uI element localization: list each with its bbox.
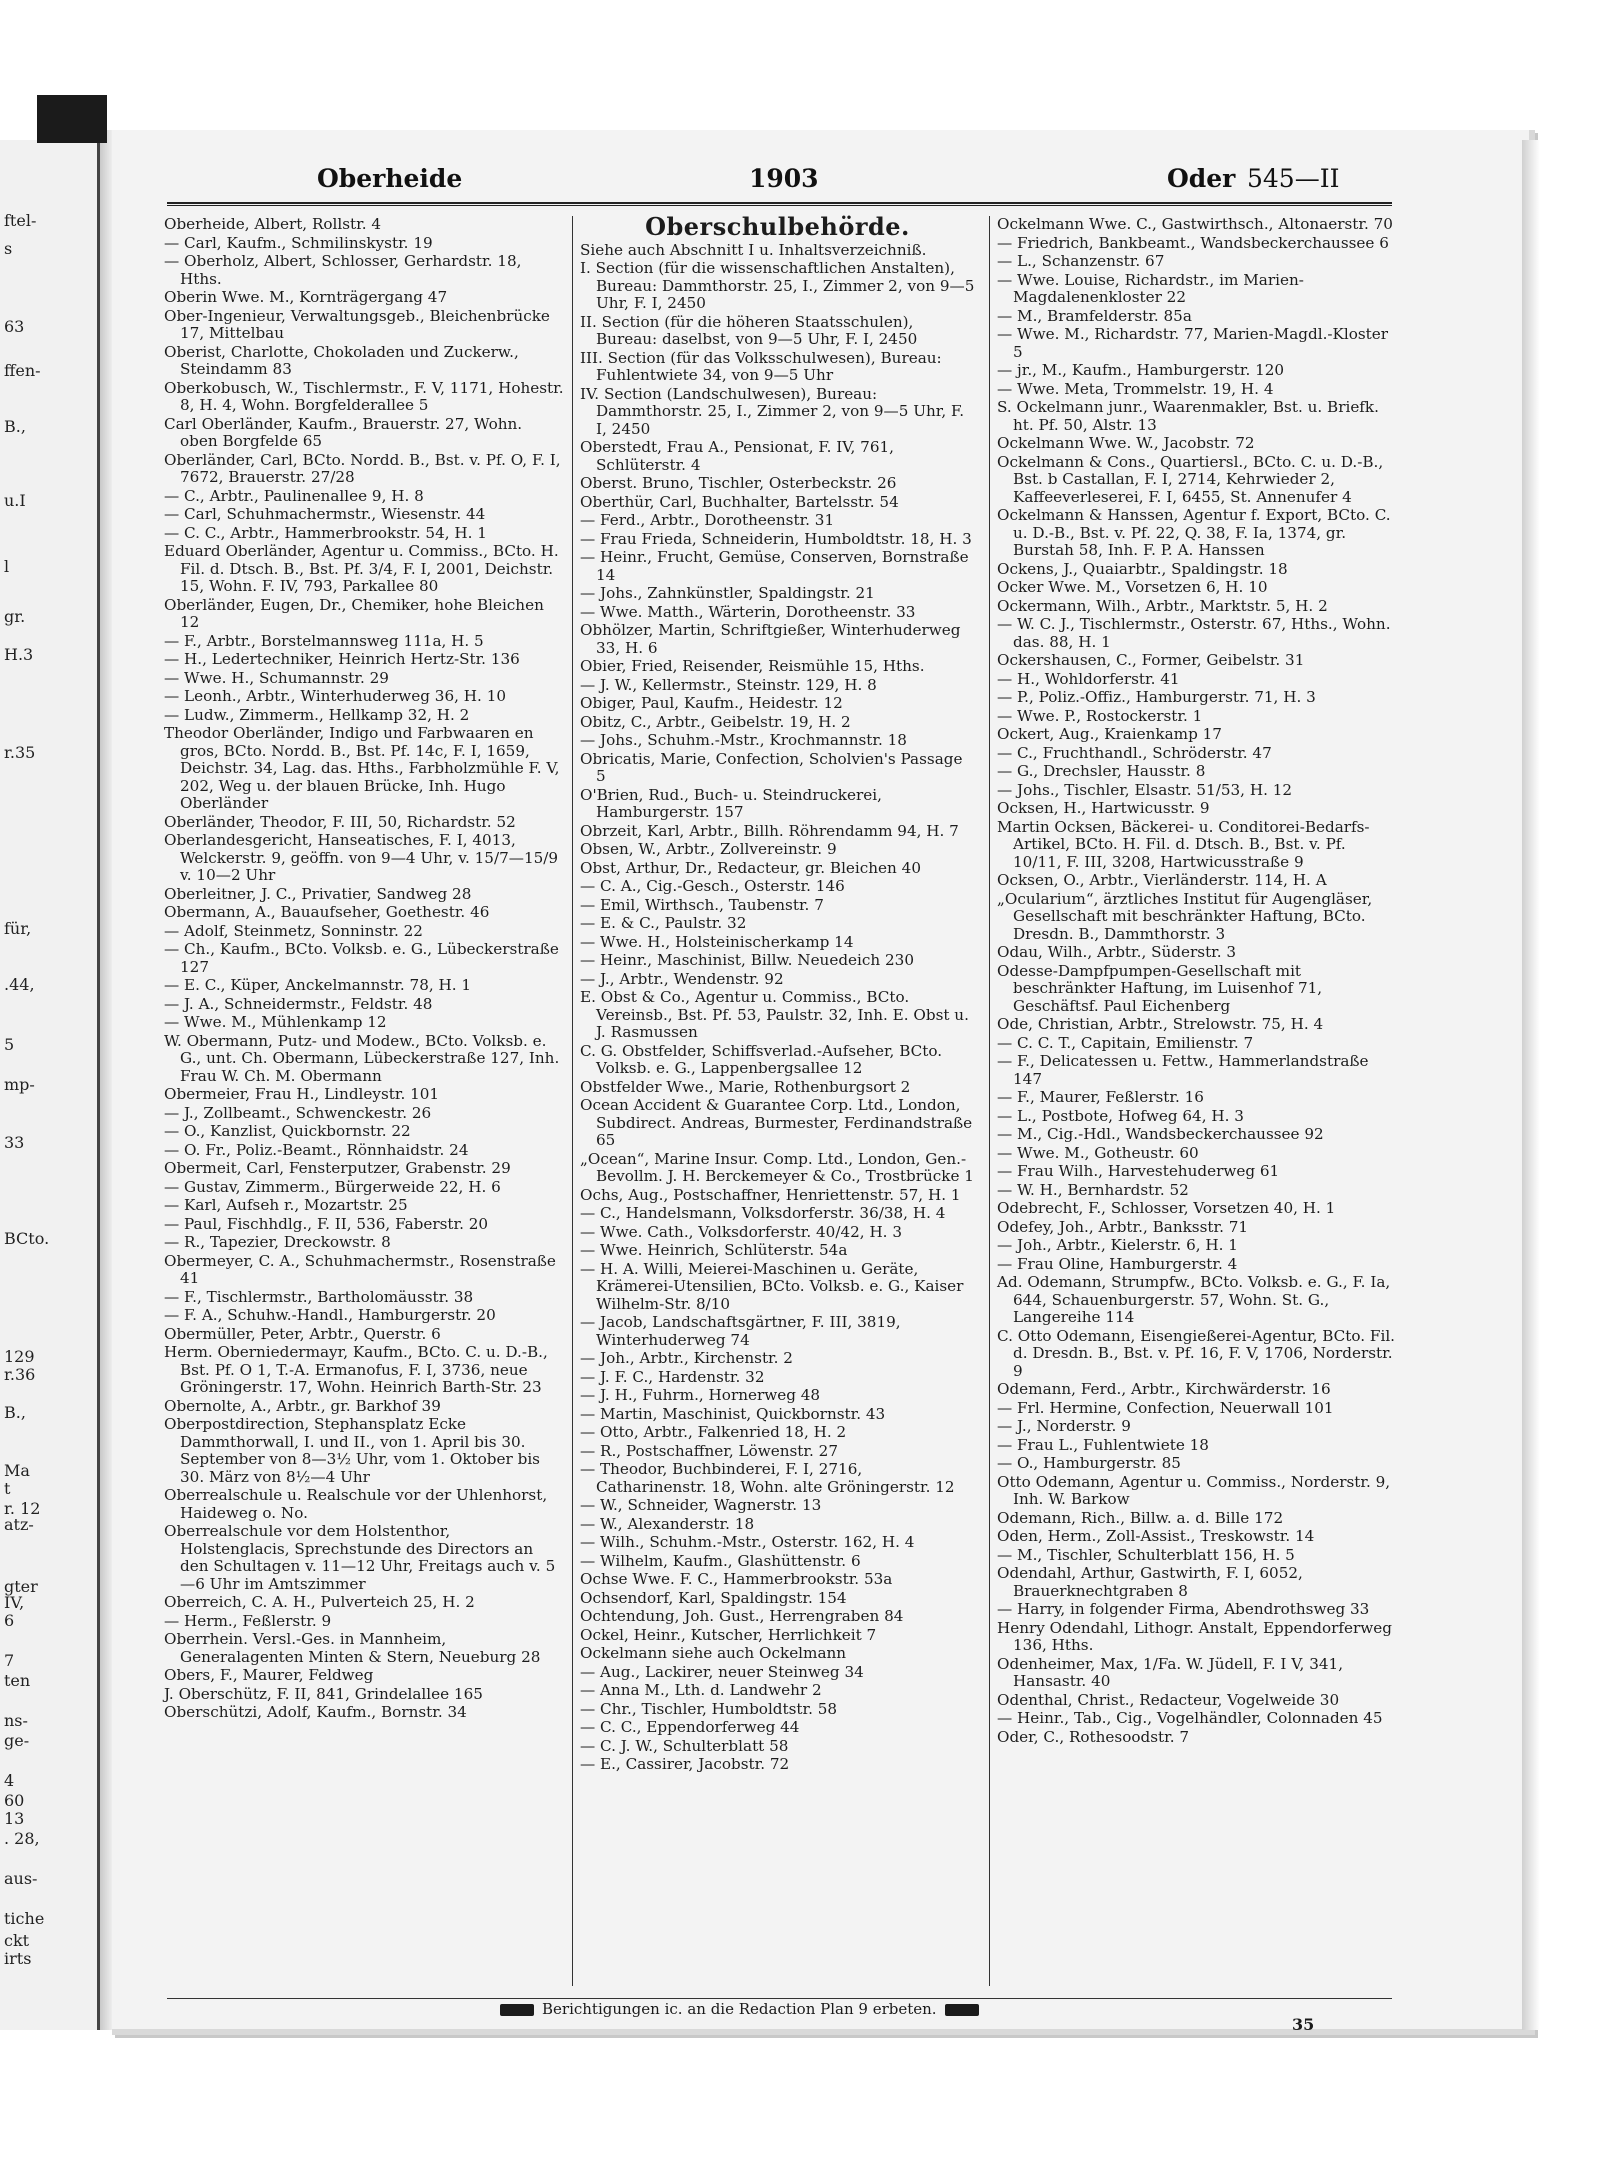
directory-entry: — W. C. J., Tischlermstr., Osterstr. 67, Hths., Wohn. das. 88, H. 1	[997, 615, 1391, 651]
directory-entry: Ad. Odemann, Strumpfw., BCto. Volksb. e. G., F. Ia, 644, Schauenburgerstr. 57, Wohn. St. G., Langereihe 114	[997, 1273, 1391, 1326]
directory-entry: Obst, Arthur, Dr., Redacteur, gr. Bleichen 40	[580, 858, 921, 877]
directory-entry: Oberlandesgericht, Hanseatisches, F. I, 4013, Welckerstr. 9, geöffn. von 9—4 Uhr, v. 15/7—15/9 v. 10—2 Uhr	[164, 831, 559, 884]
directory-entry: Ockelmann Wwe. W., Jacobstr. 72	[997, 434, 1255, 452]
directory-entry: — F., Delicatessen u. Fettw., Hammerlandstraße 147	[997, 1052, 1369, 1088]
directory-entry: — Wwe. Louise, Richardstr., im Marien-Magdalenenkloster 22	[997, 270, 1304, 306]
previous-page-fragment: r.35	[4, 743, 36, 762]
directory-entry: Ockelmann & Hanssen, Agentur f. Export, BCto. C. u. D.-B., Bst. v. Pf. 22, Q. 38, F. Ia, 1374, gr. Burstah 58, Inh. F. P. A. Hanssen	[997, 506, 1391, 559]
directory-entry: — Friedrich, Bankbeamt., Wandsbeckerchaussee 6	[997, 233, 1389, 252]
directory-entry: — Oberholz, Albert, Schlosser, Gerhardstr. 18, Hths.	[164, 252, 522, 288]
directory-entry: Ocksen, H., Hartwicusstr. 9	[997, 799, 1210, 817]
directory-entry: — F., Tischlermstr., Bartholomäusstr. 38	[164, 1287, 474, 1306]
directory-entry: I. Section (für die wissenschaftlichen Anstalten), Bureau: Dammthorstr. 25, I., Zimmer 2, von 9—5 Uhr, F. I, 2450	[580, 259, 975, 312]
directory-entry: Obers, F., Maurer, Feldweg	[164, 1666, 374, 1684]
directory-entry: Ockens, J., Quaiarbtr., Spaldingstr. 18	[997, 559, 1288, 578]
directory-entry: — Carl, Schuhmachermstr., Wiesenstr. 44	[164, 505, 486, 523]
header-rule	[167, 202, 1392, 206]
directory-entry: — Aug., Lackirer, neuer Steinweg 34	[580, 1662, 864, 1681]
directory-entry: — J. A., Schneidermstr., Feldstr. 48	[164, 994, 433, 1013]
directory-entry: — Emil, Wirthsch., Taubenstr. 7	[580, 895, 824, 914]
directory-entry: Obrzeit, Karl, Arbtr., Billh. Röhrendamm 94, H. 7	[580, 821, 959, 840]
previous-page-fragment: mp-	[4, 1075, 35, 1094]
directory-entry: E. Obst & Co., Agentur u. Commiss., BCto. Vereinsb., Bst. Pf. 53, Paulstr. 32, Inh. E. Obst u. J. Rasmussen	[580, 988, 969, 1041]
directory-entry: — E. C., Küper, Anckelmannstr. 78, H. 1	[164, 976, 472, 994]
directory-entry: — C. J. W., Schulterblatt 58	[580, 1736, 789, 1755]
directory-entry: — Gustav, Zimmerm., Bürgerweide 22, H. 6	[164, 1177, 501, 1196]
directory-entry: Ockelmann siehe auch Ockelmann	[580, 1644, 847, 1662]
directory-entry: Oberstedt, Frau A., Pensionat, F. IV, 761, Schlüterstr. 4	[580, 438, 895, 474]
directory-entry: Oberthür, Carl, Buchhalter, Bartelsstr. 54	[580, 492, 899, 511]
directory-entry: — P., Poliz.-Offiz., Hamburgerstr. 71, H. 3	[997, 688, 1316, 706]
pointing-hand-icon	[945, 2004, 979, 2016]
directory-entry: Oberist, Charlotte, Chokoladen und Zuckerw., Steindamm 83	[164, 342, 519, 378]
directory-entry: Odau, Wilh., Arbtr., Süderstr. 3	[997, 943, 1237, 961]
header-first-entry: Oberheide	[317, 164, 463, 193]
directory-page	[112, 130, 1535, 2035]
directory-entry: — Martin, Maschinist, Quickbornstr. 43	[580, 1404, 886, 1423]
directory-entry: — R., Tapezier, Dreckowstr. 8	[164, 1233, 391, 1251]
directory-entry: Oberheide, Albert, Rollstr. 4	[164, 215, 382, 233]
directory-entry: Obsen, W., Arbtr., Zollvereinstr. 9	[580, 840, 837, 858]
directory-entry: IV. Section (Landschulwesen), Bureau: Dammthorstr. 25, I., Zimmer 2, von 9—5 Uhr, F. I, 2450	[580, 384, 965, 438]
directory-entry: Ockert, Aug., Kraienkamp 17	[997, 725, 1222, 743]
previous-page-fragment: ffen-	[4, 361, 41, 380]
directory-entry: II. Section (für die höheren Staatsschulen), Bureau: daselbst, von 9—5 Uhr, F. I, 2450	[580, 312, 918, 348]
directory-entry: Ockel, Heinr., Kutscher, Herrlichkeit 7	[580, 1625, 877, 1644]
directory-entry: Ocksen, O., Arbtr., Vierländerstr. 114, H. A	[997, 871, 1327, 889]
directory-entry: Oden, Herm., Zoll-Assist., Treskowstr. 14	[997, 1527, 1315, 1545]
directory-entry: Oberin Wwe. M., Kornträgergang 47	[164, 288, 448, 306]
directory-entry: — W., Alexanderstr. 18	[580, 1514, 755, 1533]
previous-page-fragment: 129	[4, 1347, 35, 1366]
previous-page-fragment: B.,	[4, 417, 26, 436]
directory-entry: Obermüller, Peter, Arbtr., Querstr. 6	[164, 1324, 441, 1343]
previous-page-fragment: BCto.	[4, 1229, 50, 1248]
previous-page-fragment: r. 12	[4, 1499, 41, 1518]
directory-entry: Odemann, Ferd., Arbtr., Kirchwärderstr. 16	[997, 1380, 1331, 1398]
directory-entry: — Wwe. Cath., Volksdorferstr. 40/42, H. 3	[580, 1222, 903, 1241]
directory-entry: — J., Arbtr., Wendenstr. 92	[580, 969, 784, 988]
previous-page-fragment: gter	[4, 1577, 38, 1596]
directory-entry: — W., Schneider, Wagnerstr. 13	[580, 1496, 822, 1514]
previous-page-fragment: ge-	[4, 1731, 30, 1750]
previous-page-fragment: 13	[4, 1809, 25, 1828]
previous-page-fragment: s	[4, 239, 13, 258]
directory-entry: — H., Wohldorferstr. 41	[997, 669, 1180, 688]
column-divider	[989, 216, 990, 1986]
previous-page-fragment: l	[4, 557, 10, 576]
directory-entry: Oberländer, Carl, BCto. Nordd. B., Bst. v. Pf. O, F. I, 7672, Brauerstr. 27/28	[164, 450, 561, 486]
directory-entry: Ockermann, Wilh., Arbtr., Marktstr. 5, H. 2	[997, 596, 1328, 615]
directory-entry: — Anna M., Lth. d. Landwehr 2	[580, 1681, 822, 1699]
directory-entry: — Carl, Kaufm., Schmilinskystr. 19	[164, 233, 433, 252]
directory-entry: — Wwe. M., Richardstr. 77, Marien-Magdl.-Kloster 5	[997, 325, 1389, 361]
directory-entry: — C. A., Cig.-Gesch., Osterstr. 146	[580, 877, 845, 895]
previous-page-fragment: r.36	[4, 1365, 36, 1384]
previous-page-fragment: t	[4, 1479, 11, 1498]
directory-entry: Ockelmann & Cons., Quartiersl., BCto. C. u. D.-B., Bst. b Castallan, F. I, 2714, Kehrwieder 2, Kaffeeverleserei, F. I, 6455, St. Annenufer 4	[997, 452, 1384, 506]
directory-entry: Carl Oberländer, Kaufm., Brauerstr. 27, Wohn. oben Borgfelde 65	[164, 414, 523, 450]
directory-entry: Ochtendung, Joh. Gust., Herrengraben 84	[580, 1607, 904, 1625]
directory-entry: — Wwe. H., Holsteinischerkamp 14	[580, 932, 854, 951]
previous-page-fragment: . 28,	[4, 1829, 40, 1848]
directory-entry: W. Obermann, Putz- und Modew., BCto. Volksb. e. G., unt. Ch. Obermann, Lübeckerstraße 127, Inh. Frau W. Ch. M. Obermann	[164, 1031, 560, 1085]
directory-entry: Obitz, C., Arbtr., Geibelstr. 19, H. 2	[580, 712, 851, 731]
directory-entry: C. G. Obstfelder, Schiffsverlad.-Aufseher, BCto. Volksb. e. G., Lappenbergsallee 12	[580, 1041, 943, 1077]
directory-entry: — H., Ledertechniker, Heinrich Hertz-Str. 136	[164, 650, 520, 668]
directory-entry: Ochs, Aug., Postschaffner, Henriettenstr. 57, H. 1	[580, 1185, 961, 1204]
directory-entry: — E., Cassirer, Jacobstr. 72	[580, 1755, 790, 1773]
directory-entry: — Jacob, Landschaftsgärtner, F. III, 3819, Winterhuderweg 74	[580, 1313, 901, 1349]
directory-entry: — O., Kanzlist, Quickbornstr. 22	[164, 1122, 411, 1140]
section-title: Oberschulbehörde.	[645, 212, 910, 241]
directory-entry: Henry Odendahl, Lithogr. Anstalt, Eppendorferweg 136, Hths.	[997, 1618, 1392, 1654]
previous-page-fragment: 63	[4, 317, 25, 336]
column-2	[580, 212, 975, 1775]
directory-entry: — C. C., Eppendorferweg 44	[580, 1718, 800, 1736]
previous-page-fragment: IV,	[4, 1593, 25, 1612]
footer-note	[492, 2000, 987, 2018]
directory-entry: — C. C. T., Capitain, Emilienstr. 7	[997, 1033, 1254, 1052]
directory-entry: — Heinr., Tab., Cig., Vogelhändler, Colonnaden 45	[997, 1709, 1383, 1727]
directory-entry: — J. W., Kellermstr., Steinstr. 129, H. 8	[580, 675, 877, 694]
directory-entry: — Frau L., Fuhlentwiete 18	[997, 1435, 1209, 1454]
directory-entry: Odesse-Dampfpumpen-Gesellschaft mit beschränkter Haftung, im Luisenhof 71, Geschäftsf. Paul Eichenberg	[997, 961, 1323, 1015]
page-header	[167, 164, 1392, 204]
directory-entry: — O. Fr., Poliz.-Beamt., Rönnhaidstr. 24	[164, 1140, 469, 1159]
previous-page-fragment: atz-	[4, 1515, 34, 1534]
directory-entry: — C. C., Arbtr., Hammerbrookstr. 54, H. 1	[164, 523, 487, 542]
directory-entry: III. Section (für das Volksschulwesen), Bureau: Fuhlentwiete 34, von 9—5 Uhr	[580, 348, 942, 384]
directory-entry: — M., Bramfelderstr. 85a	[997, 306, 1192, 325]
previous-page-fragment: ckt	[4, 1931, 30, 1950]
directory-entry: Oberst. Bruno, Tischler, Osterbeckstr. 26	[580, 474, 897, 492]
directory-entry: Odemann, Rich., Billw. a. d. Bille 172	[997, 1508, 1284, 1527]
directory-entry: Oberreich, C. A. H., Pulverteich 25, H. 2	[164, 1593, 475, 1611]
previous-page-fragment: 7	[4, 1651, 15, 1670]
directory-entry: — Wwe. Heinrich, Schlüterstr. 54a	[580, 1241, 848, 1259]
directory-entry: „Ocularium“, ärztliches Institut für Augengläser, Gesellschaft mit beschränkter Haftung, BCto. Dresdn. B., Dammthorstr. 3	[997, 889, 1373, 943]
directory-entry: — E. & C., Paulstr. 32	[580, 914, 747, 932]
header-year: 1903	[749, 164, 819, 193]
directory-entry: Martin Ocksen, Bäckerei- u. Conditorei-Bedarfs-Artikel, BCto. H. Fil. d. Dtsch. B., Bst. v. Pf. 10/11, F. III, 3208, Hartwicusstraße 9	[997, 817, 1370, 871]
column-divider	[572, 216, 573, 1986]
directory-entry: — Joh., Arbtr., Kirchenstr. 2	[580, 1349, 793, 1367]
directory-entry: Oberrealschule u. Realschule vor der Uhlenhorst, Haideweg o. No.	[164, 1486, 548, 1522]
directory-entry: — Wwe. M., Mühlenkamp 12	[164, 1013, 387, 1031]
directory-entry: Oberpostdirection, Stephansplatz Ecke Dammthorwall, I. und II., von 1. April bis 30. September von 8—3½ Uhr, vom 1. Oktober bis 30. März von 8½—4 Uhr	[164, 1415, 540, 1486]
previous-page-fragment: ten	[4, 1671, 31, 1690]
directory-entry: — Johs., Zahnkünstler, Spaldingstr. 21	[580, 584, 875, 602]
directory-entry: Obhölzer, Martin, Schriftgießer, Winterhuderweg 33, H. 6	[580, 621, 961, 657]
directory-entry: Ode, Christian, Arbtr., Strelowstr. 75, H. 4	[997, 1015, 1324, 1033]
directory-entry: — J. F. C., Hardenstr. 32	[580, 1367, 765, 1386]
footer-text: Berichtigungen ic. an die Redaction Plan 9 erbeten.	[542, 2000, 937, 2018]
directory-entry: — Ch., Kaufm., BCto. Volksb. e. G., Lübeckerstraße 127	[164, 940, 559, 976]
directory-entry: — Paul, Fischhdlg., F. II, 536, Faberstr. 20	[164, 1214, 489, 1233]
directory-entry: — Frau Frieda, Schneiderin, Humboldtstr. 18, H. 3	[580, 529, 972, 548]
directory-entry: Ocker Wwe. M., Vorsetzen 6, H. 10	[997, 578, 1268, 596]
directory-entry: Ober-Ingenieur, Verwaltungsgeb., Bleichenbrücke 17, Mittelbau	[164, 306, 550, 342]
directory-entry: — Harry, in folgender Firma, Abendrothsweg 33	[997, 1600, 1370, 1618]
previous-page-fragment: 4	[4, 1771, 15, 1790]
directory-entry: — M., Tischler, Schulterblatt 156, H. 5	[997, 1545, 1295, 1564]
directory-entry: Oberländer, Theodor, F. III, 50, Richardstr. 52	[164, 812, 516, 831]
directory-entry: — Wwe. Meta, Trommelstr. 19, H. 4	[997, 379, 1274, 398]
directory-entry: Odenheimer, Max, 1/Fa. W. Jüdell, F. I V, 341, Hansastr. 40	[997, 1654, 1344, 1690]
previous-page-fragment: H.3	[4, 645, 34, 664]
directory-entry: Odebrecht, F., Schlosser, Vorsetzen 40, H. 1	[997, 1199, 1336, 1217]
directory-entry: — J. H., Fuhrm., Hornerweg 48	[580, 1386, 821, 1404]
directory-entry: Oberrhein. Versl.-Ges. in Mannheim, Generalagenten Minten & Stern, Neueburg 28	[164, 1630, 541, 1666]
directory-entry: Odenthal, Christ., Redacteur, Vogelweide 30	[997, 1690, 1340, 1709]
previous-page-fragment: B.,	[4, 1403, 26, 1422]
directory-entry: O'Brien, Rud., Buch- u. Steindruckerei, Hamburgerstr. 157	[580, 785, 882, 821]
pointing-hand-icon	[500, 2004, 534, 2016]
column-1	[164, 216, 564, 1723]
directory-entry: — C., Arbtr., Paulinenallee 9, H. 8	[164, 486, 424, 505]
directory-entry: Ockelmann Wwe. C., Gastwirthsch., Altonaerstr. 70	[997, 215, 1393, 233]
directory-entry: Theodor Oberländer, Indigo und Farbwaaren en gros, BCto. Nordd. B., Bst. Pf. 14c, F. I, 1659, Deichstr. 34, Lag. das. Hths., Farbholzmühle F. V, 202, Weg u. der blauen Brücke, Inh. Hugo Oberländer	[164, 724, 560, 812]
directory-entry: — L., Schanzenstr. 67	[997, 252, 1165, 270]
directory-entry: — Johs., Tischler, Elsastr. 51/53, H. 12	[997, 780, 1293, 799]
directory-entry: S. Ockelmann junr., Waarenmakler, Bst. u. Briefk. ht. Pf. 50, Alstr. 13	[997, 398, 1379, 434]
previous-page-fragment: .44,	[4, 975, 35, 994]
directory-entry: Ochsendorf, Karl, Spaldingstr. 154	[580, 1588, 847, 1607]
directory-entry: Ochse Wwe. F. C., Hammerbrookstr. 53a	[580, 1570, 893, 1588]
directory-entry: — C., Handelsmann, Volksdorferstr. 36/38, H. 4	[580, 1204, 946, 1222]
previous-page-fragment: aus-	[4, 1869, 38, 1888]
directory-entry: — Otto, Arbtr., Falkenried 18, H. 2	[580, 1423, 847, 1441]
previous-page-fragment: 6	[4, 1611, 15, 1630]
directory-entry: — Wwe. Matth., Wärterin, Dorotheenstr. 33	[580, 602, 916, 621]
page-fold-shadow	[100, 130, 112, 2030]
previous-page-fragment: gr.	[4, 607, 26, 626]
directory-entry: — Joh., Arbtr., Kielerstr. 6, H. 1	[997, 1236, 1238, 1254]
header-last-entry: Oder	[1167, 164, 1236, 193]
directory-entry: — F., Maurer, Feßlerstr. 16	[997, 1088, 1204, 1106]
directory-entry: — O., Hamburgerstr. 85	[997, 1454, 1181, 1472]
directory-entry: Eduard Oberländer, Agentur u. Commiss., BCto. H. Fil. d. Dtsch. B., Bst. Pf. 3/4, F. I, 2001, Deichstr. 15, Wohn. F. IV, 793, Parkallee 80	[164, 542, 559, 595]
directory-entry: Ockershausen, C., Former, Geibelstr. 31	[997, 651, 1305, 669]
directory-entry: Obermeit, Carl, Fensterputzer, Grabenstr. 29	[164, 1159, 511, 1177]
directory-entry: — Wilh., Schuhm.-Mstr., Osterstr. 162, H. 4	[580, 1533, 915, 1551]
previous-page-fragment: 60	[4, 1791, 25, 1810]
directory-entry: — J., Zollbeamt., Schwenckestr. 26	[164, 1103, 432, 1122]
previous-page-fragment: ns-	[4, 1711, 28, 1730]
directory-entry: — Adolf, Steinmetz, Sonninstr. 22	[164, 921, 423, 940]
column-2-entries	[580, 242, 975, 1774]
directory-entry: — Wwe. M., Gotheustr. 60	[997, 1143, 1199, 1162]
directory-entry: Oberrealschule vor dem Holstenthor, Holstenglacis, Sprechstunde des Directors an den Schultagen v. 11—12 Uhr, Freitags auch v. 5—6 Uhr im Amtszimmer	[164, 1522, 556, 1593]
directory-entry: — Wwe. P., Rostockerstr. 1	[997, 706, 1203, 725]
directory-entry: — jr., M., Kaufm., Hamburgerstr. 120	[997, 361, 1285, 379]
directory-entry: — Frau Oline, Hamburgerstr. 4	[997, 1254, 1238, 1273]
directory-entry: — F. A., Schuhw.-Handl., Hamburgerstr. 20	[164, 1306, 496, 1324]
directory-entry: J. Oberschütz, F. II, 841, Grindelallee 165	[164, 1684, 483, 1703]
directory-entry: — Wilhelm, Kaufm., Glashüttenstr. 6	[580, 1551, 861, 1570]
directory-entry: — Leonh., Arbtr., Winterhuderweg 36, H. 10	[164, 687, 507, 705]
directory-entry: — Karl, Aufseh r., Mozartstr. 25	[164, 1196, 408, 1214]
directory-entry: Obstfelder Wwe., Marie, Rothenburgsort 2	[580, 1077, 911, 1096]
directory-entry: — Wwe. H., Schumannstr. 29	[164, 668, 389, 687]
previous-page-fragment: 5	[4, 1035, 15, 1054]
directory-entry: Oberkobusch, W., Tischlermstr., F. V, 1171, Hohestr. 8, H. 4, Wohn. Borgfelderallee 5	[164, 378, 564, 414]
previous-page-fragment: 33	[4, 1133, 25, 1152]
header-page-number: 545—II	[1247, 164, 1340, 193]
directory-entry: — Heinr., Maschinist, Billw. Neuedeich 230	[580, 951, 914, 969]
directory-entry: Obricatis, Marie, Confection, Scholvien's Passage 5	[580, 749, 963, 785]
column-3	[997, 216, 1397, 1747]
directory-entry: Obermann, A., Bauaufseher, Goethestr. 46	[164, 903, 490, 921]
previous-page-fragment: für,	[4, 919, 32, 938]
directory-entry: Oder, C., Rothesoodstr. 7	[997, 1727, 1190, 1746]
directory-entry: — C., Fruchthandl., Schröderstr. 47	[997, 743, 1272, 762]
directory-entry: Ocean Accident & Guarantee Corp. Ltd., London, Subdirect. Andreas, Burmester, Ferdinandstraße 65	[580, 1096, 973, 1149]
directory-entry: — Theodor, Buchbinderei, F. I, 2716, Catharinenstr. 18, Wohn. alte Gröningerstr. 12	[580, 1460, 955, 1496]
directory-entry: — Ludw., Zimmerm., Hellkamp 32, H. 2	[164, 705, 470, 724]
previous-page-fragment: irts	[4, 1949, 32, 1968]
directory-entry: Obermeyer, C. A., Schuhmachermstr., Rosenstraße 41	[164, 1251, 556, 1287]
directory-entry: Otto Odemann, Agentur u. Commiss., Norderstr. 9, Inh. W. Barkow	[997, 1472, 1391, 1508]
directory-entry: Oberleitner, J. C., Privatier, Sandweg 28	[164, 884, 472, 903]
directory-entry: — Ferd., Arbtr., Dorotheenstr. 31	[580, 511, 835, 529]
directory-entry: C. Otto Odemann, Eisengießerei-Agentur, BCto. Fil. d. Dresdn. B., Bst. v. Pf. 16, F. V, 1706, Norderstr. 9	[997, 1326, 1396, 1380]
previous-page-fragment: ftel-	[4, 211, 37, 230]
directory-entry: — Frl. Hermine, Confection, Neuerwall 101	[997, 1398, 1334, 1417]
footer-rule	[167, 1998, 1392, 1999]
directory-entry: — Herm., Feßlerstr. 9	[164, 1611, 332, 1630]
previous-page-fragment: u.I	[4, 491, 26, 510]
directory-entry: — Frau Wilh., Harvestehuderweg 61	[997, 1162, 1280, 1180]
scan-black-strip	[37, 95, 107, 143]
directory-entry: Obiger, Paul, Kaufm., Heidestr. 12	[580, 694, 843, 712]
directory-entry: Oberschützi, Adolf, Kaufm., Bornstr. 34	[164, 1703, 467, 1721]
directory-entry: Odendahl, Arthur, Gastwirth, F. I, 6052, Brauerknechtgraben 8	[997, 1564, 1303, 1600]
directory-entry: — J., Norderstr. 9	[997, 1417, 1131, 1435]
page-edge	[1522, 140, 1540, 2030]
directory-entry: Odefey, Joh., Arbtr., Banksstr. 71	[997, 1217, 1249, 1236]
directory-entry: Siehe auch Abschnitt I u. Inhaltsverzeichniß.	[580, 240, 927, 259]
directory-entry: — G., Drechsler, Hausstr. 8	[997, 762, 1206, 780]
directory-entry: — R., Postschaffner, Löwenstr. 27	[580, 1441, 838, 1460]
folio-number: 35	[1292, 2015, 1315, 2034]
directory-entry: Oberländer, Eugen, Dr., Chemiker, hohe Bleichen 12	[164, 595, 544, 631]
previous-page-fragment: tiche	[4, 1909, 45, 1928]
directory-entry: Obernolte, A., Arbtr., gr. Barkhof 39	[164, 1396, 441, 1415]
directory-entry: — Johs., Schuhm.-Mstr., Krochmannstr. 18	[580, 731, 907, 749]
directory-entry: Herm. Oberniedermayr, Kaufm., BCto. C. u. D.-B., Bst. Pf. O 1, T.-A. Ermanofus, F. I, 3736, neue Gröningerstr. 17, Wohn. Heinrich Barth-Str. 23	[164, 1343, 548, 1396]
directory-entry: — Chr., Tischler, Humboldtstr. 58	[580, 1699, 838, 1718]
directory-entry: — W. H., Bernhardstr. 52	[997, 1180, 1189, 1199]
directory-entry: — M., Cig.-Hdl., Wandsbeckerchaussee 92	[997, 1125, 1324, 1143]
directory-entry: „Ocean“, Marine Insur. Comp. Ltd., London, Gen.-Bevollm. J. H. Berckemeyer & Co., Trostbrücke 1	[580, 1149, 974, 1185]
directory-entry: — H. A. Willi, Meierei-Maschinen u. Geräte, Krämerei-Utensilien, BCto. Volksb. e. G., Kaiser Wilhelm-Str. 8/10	[580, 1259, 964, 1313]
directory-entry: Obier, Fried, Reisender, Reismühle 15, Hths.	[580, 657, 925, 675]
directory-entry: Obermeier, Frau H., Lindleystr. 101	[164, 1085, 440, 1103]
directory-entry: — L., Postbote, Hofweg 64, H. 3	[997, 1106, 1244, 1125]
directory-entry: — F., Arbtr., Borstelmannsweg 111a, H. 5	[164, 631, 484, 650]
previous-page-fragment: Ma	[4, 1461, 30, 1480]
directory-entry: — Heinr., Frucht, Gemüse, Conserven, Bornstraße 14	[580, 548, 969, 584]
